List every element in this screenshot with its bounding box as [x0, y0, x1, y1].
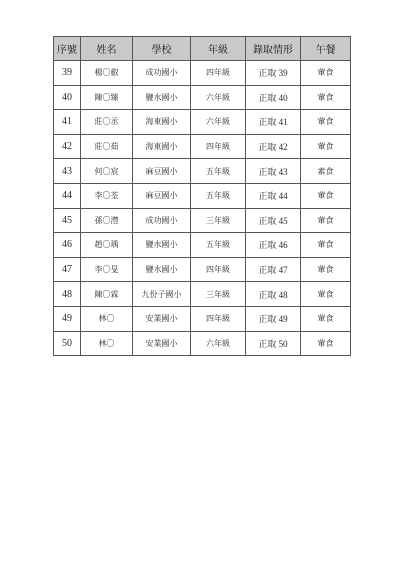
cell-school: 安業國小: [133, 331, 191, 356]
cell-seq: 42: [54, 134, 81, 159]
cell-seq: 48: [54, 282, 81, 307]
header-grade: 年級: [191, 37, 246, 61]
cell-lunch: 葷食: [301, 85, 351, 110]
cell-lunch: 葷食: [301, 257, 351, 282]
table-row: [54, 331, 351, 356]
cell-lunch: 葷食: [301, 134, 351, 159]
cell-lunch: 素食: [301, 159, 351, 184]
cell-name: 趙〇瑀: [81, 233, 133, 258]
cell-name: 陳〇臻: [81, 85, 133, 110]
cell-status: 正取 40: [246, 85, 301, 110]
table-row: [54, 208, 351, 233]
cell-grade: 四年級: [191, 134, 246, 159]
cell-seq: 46: [54, 233, 81, 258]
table-header: [54, 37, 351, 61]
cell-grade: 六年級: [191, 331, 246, 356]
table-row: [54, 134, 351, 159]
cell-grade: 四年級: [191, 61, 246, 86]
cell-seq: 49: [54, 306, 81, 331]
cell-status: 正取 46: [246, 233, 301, 258]
table-row: [54, 61, 351, 86]
table-row: [54, 257, 351, 282]
cell-status: 正取 47: [246, 257, 301, 282]
cell-school: 成功國小: [133, 61, 191, 86]
table-row: [54, 306, 351, 331]
cell-school: 九份子國小: [133, 282, 191, 307]
header-name: 姓名: [81, 37, 133, 61]
cell-grade: 五年級: [191, 233, 246, 258]
cell-name: 李〇荃: [81, 183, 133, 208]
cell-status: 正取 49: [246, 306, 301, 331]
cell-name: 李〇旻: [81, 257, 133, 282]
cell-seq: 43: [54, 159, 81, 184]
cell-status: 正取 42: [246, 134, 301, 159]
header-lunch: 午餐: [301, 37, 351, 61]
cell-lunch: 葷食: [301, 183, 351, 208]
cell-school: 麻豆國小: [133, 159, 191, 184]
table-row: [54, 233, 351, 258]
table-body: [54, 61, 351, 356]
cell-grade: 六年級: [191, 110, 246, 135]
cell-name: 何〇宸: [81, 159, 133, 184]
cell-grade: 五年級: [191, 159, 246, 184]
cell-lunch: 葷食: [301, 306, 351, 331]
cell-status: 正取 45: [246, 208, 301, 233]
cell-school: 成功國小: [133, 208, 191, 233]
header-status: 錄取情形: [246, 37, 301, 61]
cell-seq: 45: [54, 208, 81, 233]
cell-name: 孫〇澧: [81, 208, 133, 233]
header-school: 學校: [133, 37, 191, 61]
cell-school: 鹽水國小: [133, 85, 191, 110]
cell-seq: 47: [54, 257, 81, 282]
cell-lunch: 葷食: [301, 110, 351, 135]
cell-lunch: 葷食: [301, 282, 351, 307]
cell-status: 正取 48: [246, 282, 301, 307]
cell-status: 正取 39: [246, 61, 301, 86]
cell-seq: 39: [54, 61, 81, 86]
cell-grade: 四年級: [191, 257, 246, 282]
cell-school: 海東國小: [133, 134, 191, 159]
table-row: [54, 282, 351, 307]
cell-name: 陳〇霖: [81, 282, 133, 307]
cell-school: 安業國小: [133, 306, 191, 331]
cell-lunch: 葷食: [301, 233, 351, 258]
cell-seq: 41: [54, 110, 81, 135]
cell-name: 林〇: [81, 331, 133, 356]
cell-status: 正取 44: [246, 183, 301, 208]
table-row: [54, 110, 351, 135]
cell-seq: 44: [54, 183, 81, 208]
table-row: [54, 159, 351, 184]
cell-school: 鹽水國小: [133, 233, 191, 258]
admission-table: [53, 36, 351, 356]
cell-school: 麻豆國小: [133, 183, 191, 208]
cell-status: 正取 41: [246, 110, 301, 135]
cell-name: 楊〇叡: [81, 61, 133, 86]
table-row: [54, 85, 351, 110]
cell-lunch: 葷食: [301, 208, 351, 233]
cell-lunch: 葷食: [301, 61, 351, 86]
cell-grade: 五年級: [191, 183, 246, 208]
cell-name: 林〇: [81, 306, 133, 331]
cell-seq: 50: [54, 331, 81, 356]
cell-status: 正取 50: [246, 331, 301, 356]
cell-grade: 三年級: [191, 282, 246, 307]
cell-grade: 六年級: [191, 85, 246, 110]
cell-seq: 40: [54, 85, 81, 110]
cell-name: 莊〇茹: [81, 134, 133, 159]
cell-grade: 四年級: [191, 306, 246, 331]
header-row: [54, 37, 351, 61]
header-seq: 序號: [54, 37, 81, 61]
cell-school: 鹽水國小: [133, 257, 191, 282]
cell-lunch: 葷食: [301, 331, 351, 356]
table-row: [54, 183, 351, 208]
cell-name: 莊〇丞: [81, 110, 133, 135]
cell-grade: 三年級: [191, 208, 246, 233]
cell-school: 海東國小: [133, 110, 191, 135]
cell-status: 正取 43: [246, 159, 301, 184]
